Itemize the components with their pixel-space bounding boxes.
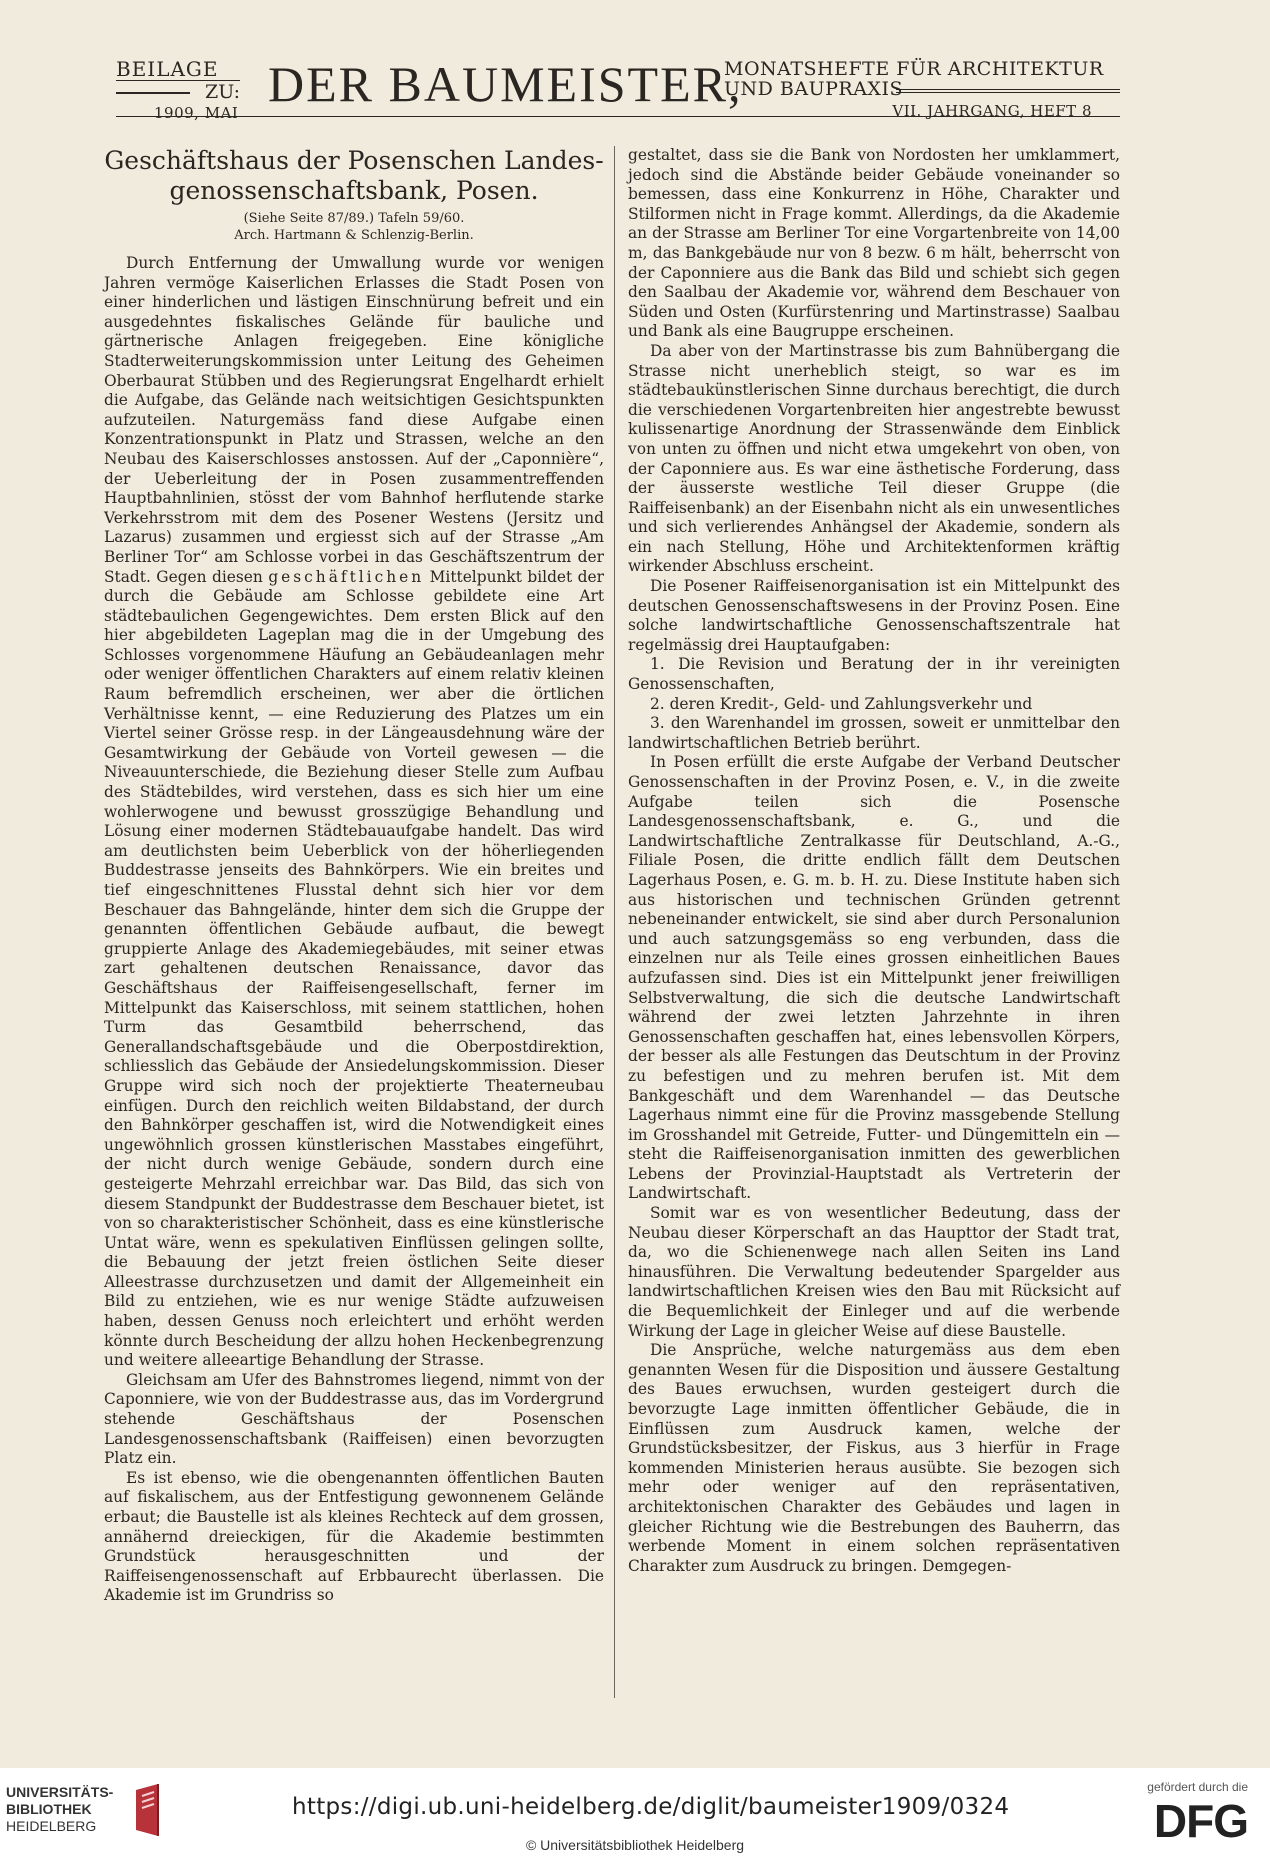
paragraph-text: Durch Entfernung der Umwallung wurde vor wenigen Jahren vermöge Kaiserlichen Erlasses die Stadt Posen von einer hinderlichen und lästigen Einschnürung befreit und ein ausgedehntes fiskalisches Gelände für bauliche und gärtnerische Anlagen freigegeben. Eine königliche Stadterweiterungskommission unter Leitung des Geheimen Oberbaurat Stübben und des Regierungsrat Engelhardt erhielt die Aufgabe, das Gelände nach weitsichtigen Gesichtspunkten aufzuteilen. Naturgemäss fand diese Aufgabe einen Konzentrationspunkt in Platz und Strassen, welche an den Neubau des Kaiserschlosses anstossen. Auf der „Caponnière“, der Ueberleitung der in Posen zusammentreffenden Hauptbahnlinien, stösst der vom Bahnhof herflutende starke Verkehrsstrom mit dem des Posener Westens (Jersitz und Lazarus) zusammen und ergiesst sich auf der Strasse „Am Berliner Tor“ am Schlosse vorbei in das Geschäftszentrum der Stadt. Gegen diesen: [104, 254, 604, 586]
masthead-rule: [116, 116, 1120, 117]
paragraph: Somit war es von wesentlicher Bedeutung, dass der Neubau dieser Körperschaft an das Haupttor der Stadt trat, da, wo die Schienenwege nach allen Seiten ins Land hinausführen. Die Verwaltung bedeutender Spargelder aus landwirtschaftlichen Kreisen wies den Bau mit Rücksicht auf die Bequemlichkeit der Einleger und auf die werbende Wirkung der Lage in gleicher Weise auf diese Baustelle.: [628, 1204, 1120, 1340]
paragraph: Es ist ebenso, wie die obengenannten öffentlichen Bauten auf fiskalischem, aus der Entfestigung gewonnenem Gelände erbaut; die Baustelle ist als kleines Rechteck auf dem grossen, annähernd dreieckigen, für die Akademie bestimmten Grundstück herausgeschnitten und der Raiffeisengenossenschaft auf Erbbaurecht überlassen. Die Akademie ist im Grundriss so: [104, 1468, 604, 1605]
right-column: [628, 146, 1120, 1576]
paragraph: Gleichsam am Ufer des Bahnstromes liegend, nimmt von der Caponniere, wie von der Buddestrasse aus, das im Vordergrund stehende Geschäftshaus der Posenschen Landesgenossenschaftsbank (Raiffeisen) einen bevorzugten Platz ein.: [104, 1370, 604, 1468]
article-title: [104, 146, 604, 206]
article-architects: Arch. Hartmann & Schlenzig-Berlin.: [234, 228, 474, 243]
issue-number: VII. JAHRGANG, HEFT 8: [892, 102, 1092, 120]
paragraph: [104, 254, 604, 1371]
article-title-line2: genossenschaftsbank, Posen.: [169, 176, 539, 205]
paragraph: In Posen erfüllt die erste Aufgabe der Verband Deutscher Genossenschaften in der Provinz Posen, e. V., in die zweite Aufgabe teilen sich die Posensche Landesgenossenschaftsbank, e. G., und die Landwirtschaftliche Zentralkasse für Deutschland, A.-G., Filiale Posen, die dritte endlich fällt dem Deutschen Lagerhaus Posen, e. G. m. b. H. zu. Diese Institute haben sich aus historischen und technischen Gründen getrennt nebeneinander entwickelt, sie sind aber durch Personalunion und auch satzungsgemäss so eng verbunden, dass die einzelnen nur als Teile eines grossen einheitlichen Baues aufzufassen sind. Dies ist ein Mittelpunkt jener freiwilligen Selbstverwaltung, die sich die deutsche Landwirtschaft während der zwei letzten Jahrzehnte in ihren Genossenschaften geschaffen hat, eines lebensvollen Körpers, der besser als alle Festungen das Deutschtum in der Provinz zu befestigen und zu mehren berufen ist. Mit dem Bankgeschäft und dem Warenhandel — das Deutsche Lagerhaus nimmt eine für die Provinz massgebende Stellung im Grosshandel mit Getreide, Futter- und Düngemitteln ein — steht die Raiffeisenorganisation inmitten des gewerblichen Lebens der Provinzial-Hauptstadt als Vertreterin der Landwirtschaft.: [628, 753, 1120, 1203]
paragraph-text: Mittelpunkt bildet der durch die Gebäude am Schlosse gebildete eine Art städtebaulichen Gegengewichtes. Dem ersten Blick auf den hier abgebildeten Lageplan mag die in der Umgebung des Schlosses vorgenommene Häufung an Gebäudeanlagen mehr oder weniger öffentlichen Charakters auf einem relativ kleinen Raum befremdlich erscheinen, wer aber die örtlichen Verhältnisse kennt, — eine Reduzierung des Platzes um ein Viertel seiner Grösse resp. in der Längeausdehnung wäre der Gesamtwirkung der Gebäude von Vorteil gewesen — die Niveauunterschiede, die Beziehung dieser Stelle zum Aufbau des Städtebildes, wird verstehen, dass es sich hier um eine wohlerwogene und bewusst grosszügige Behandlung und Lösung einer modernen Städtebauaufgabe handelt. Das wird am deutlichsten beim Ueberblick von der höherliegenden Buddestrasse jenseits des Bahnkörpers. Wie ein breites und tief eingeschnittenes Flusstal dehnt sich hier vor dem Beschauer das Bahngelände, hinter dem sich die Gruppe der genannten öffentlichen Gebäude aufbaut, die bewegt gruppierte Anlage des Akademiegebäudes, mit seiner etwas zart gehaltenen deutschen Renaissance, davor das Geschäftshaus der Raiffeisengesellschaft, ferner im Mittelpunkt das Kaiserschloss, mit seinem stattlichen, hohen Turm das Gesamtbild beherrschend, das Generallandschaftsgebäude und die Oberpostdirektion, schliesslich das Gebäude der Ansiedelungskommission. Dieser Gruppe wird sich noch der projektierte Theaterneubau einfügen. Durch den reichlich weiten Bildabstand, der durch den Bahnkörper geschaffen ist, wird die Notwendigkeit eines ungewöhnlich grossen künstlerischen Masstabes eingeführt, der nicht durch wenige Gebäude, sondern durch eine gesteigerte Mehrzahl erreichbar war. Das Bild, das sich von diesem Standpunkt der Buddestrasse dem Beschauer bietet, ist von so charakteristischer Schönheit, dass es eine künstlerische Untat wäre, wenn es spekulativen Einflüssen gelingen sollte, die Bebauung der jetzt freien östlichen Seite dieser Alleestrasse durchzusetzen und damit der Allgemeinheit ein Bild zu entziehen, wie es nur wenige Städte aufzuweisen haben, dessen Genuss noch erleichtert und erhöht werden könnte durch Bescheidung der allzu hohen Heckenbegrenzung und weitere alleeartige Behandlung der Strasse.: [104, 567, 604, 1370]
paragraph: Die Ansprüche, welche naturgemäss aus dem eben genannten Wesen für die Disposition und äussere Gestaltung des Baues erwuchsen, wurden gesteigert durch die bevorzugte Lage inmitten öffentlicher Gebäude, die in Einflüssen zum Ausdruck kamen, welche der Grundstücksbesitzer, der Fiskus, aus 3 hierfür in Frage kommenden Ministerien heraus ausübte. Sie bezogen sich mehr oder weniger auf den repräsentativen, architektonischen Charakter des Gebäudes und lagen in gleicher Richtung wie die Bestrebungen des Bauherrn, das werbende Moment in einem solchen repräsentativen Charakter zum Ausdruck zu bringen. Demgegen-: [628, 1341, 1120, 1575]
library-logo-icon: [128, 1780, 182, 1840]
library-name-line2: BIBLIOTHEK: [6, 1801, 92, 1817]
column-divider: [614, 146, 615, 1698]
paragraph: Da aber von der Martinstrasse bis zum Bahnübergang die Strasse nicht unerheblich steigt, so war es im städtebaukünstlerischen Sinne durchaus berechtigt, die durch die verschiedenen Vorgartenbreiten hier angestrebte bewusst kulissenartige Anordnung der Strassenwände dem Einblick von unten zu öffnen und nicht etwa umgekehrt von oben, von der Caponniere aus. Es war eine ästhetische Forderung, dass der äusserste westliche Teil dieser Gruppe (die Raiffeisenbank) an der Eisenbahn nicht als ein unwesentliches und sich verlierendes Anhängsel der Akademie, sondern als ein nach Stellung, Höhe und Architektenformen kräftig wirkender Abschluss erscheint.: [628, 341, 1120, 576]
paragraph: gestaltet, dass sie die Bank von Nordosten her umklammert, jedoch sind die Abstände beider Gebäude voneinander so bemessen, dass eine Konkurrenz in Höhe, Charakter und Stilformen nicht in Frage kommt. Allerdings, da die Akademie an der Strasse am Berliner Tor eine Vorgartenbreite von 14,00 m, das Bankgebäude nur von 8 bezw. 6 m hält, beherrscht von der Caponniere aus die Bank das Bild und schiebt sich gegen den Saalbau der Akademie vor, während dem Beschauer von Süden und Osten (Kurfürstenring und Martinstrasse) Saalbau und Bank als eine Baugruppe erscheinen.: [628, 146, 1120, 341]
journal-subtitle-line1: MONATSHEFTE FÜR ARCHITEKTUR: [724, 58, 1104, 80]
zu-label: ZU:: [116, 80, 240, 103]
library-name: [6, 1784, 113, 1835]
list-item: 1. Die Revision und Beratung der in ihr vereinigten Genossenschaften,: [628, 655, 1120, 694]
article-reference: (Siehe Seite 87/89.) Tafeln 59/60.: [243, 211, 465, 226]
paragraph: Die Posener Raiffeisenorganisation ist ein Mittelpunkt des deutschen Genossenschaftswesens in der Provinz Posen. Eine solche landwirtschaftliche Genossenschaftszentrale hat regelmässig drei Hauptaufgaben:: [628, 577, 1120, 654]
permalink-url[interactable]: https://digi.ub.uni-heidelberg.de/diglit/baumeister1909/0324: [292, 1794, 1010, 1820]
issue-date: 1909, MAI: [154, 104, 239, 122]
spaced-word: geschäftlichen: [268, 567, 425, 586]
journal-subtitle-line2: UND BAUPRAXIS: [724, 78, 903, 100]
journal-title: DER BAUMEISTER,: [268, 56, 743, 112]
funding-note: gefördert durch die: [1147, 1780, 1248, 1794]
dfg-logo: DFG: [1153, 1795, 1248, 1847]
masthead-double-rule: [896, 89, 1120, 93]
library-name-line3: HEIDELBERG: [6, 1818, 97, 1834]
list-item: 2. deren Kredit-, Geld- und Zahlungsverkehr und: [650, 694, 1033, 713]
library-name-line1: UNIVERSITÄTS-: [6, 1784, 114, 1800]
list-item: 3. den Warenhandel im grossen, soweit er unmittelbar den landwirtschaftlichen Betrieb berührt.: [628, 714, 1120, 752]
left-column: [104, 146, 604, 1606]
masthead: [116, 56, 1120, 122]
article-title-line1: Geschäftshaus der Posenschen Landes-: [104, 146, 604, 175]
copyright-notice: © Universitätsbibliothek Heidelberg: [525, 1837, 745, 1853]
beilage-label: BEILAGE: [116, 57, 219, 81]
viewer-footer: [0, 1768, 1270, 1866]
